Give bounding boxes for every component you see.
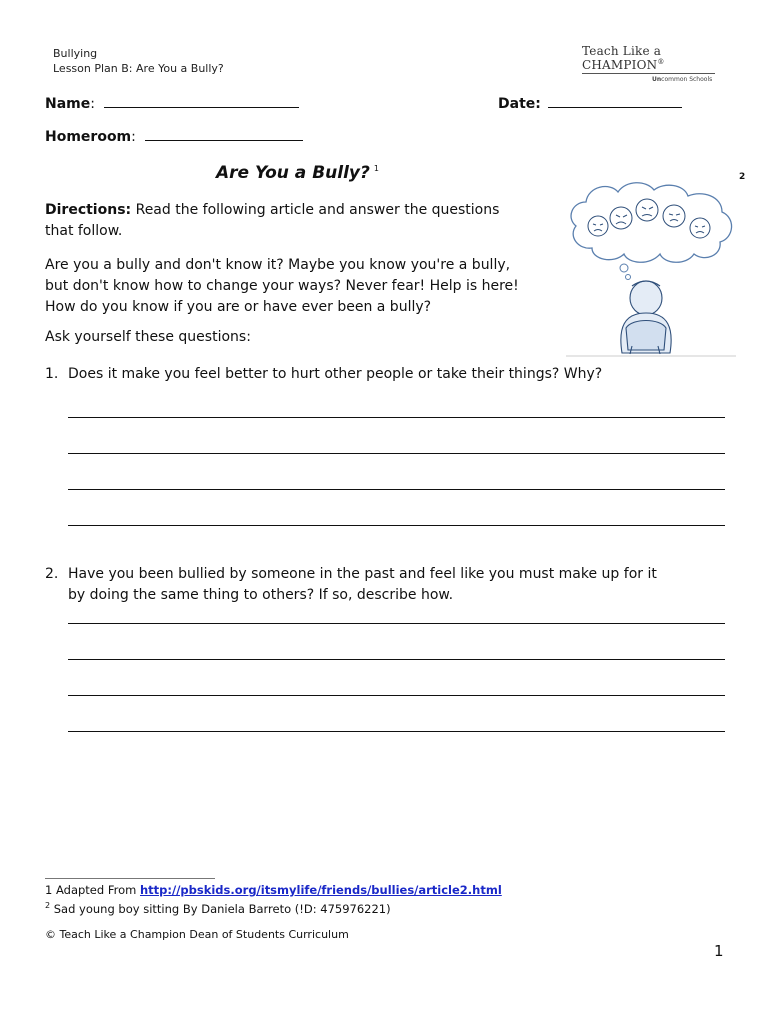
question-text-cont: by doing the same thing to others? If so, describe how. [68,587,454,603]
footnote-divider [45,878,215,879]
copyright: © Teach Like a Champion Dean of Students Curriculum [45,928,349,941]
page-title: Are You a Bully? $^1$ [216,163,379,183]
directions: Directions: Read the following article and answer the questions that follow. [45,202,500,239]
title-footnote-ref: 1 [373,164,379,174]
answer-line[interactable] [68,695,725,696]
question-number: 2. [45,566,59,582]
answer-line[interactable] [68,731,725,732]
header-subject: Bullying [53,47,98,60]
date-blank[interactable] [548,95,682,108]
logo-title: Teach Like a CHAMPION® [582,44,665,72]
question-text: Have you been bullied by someone in the past and feel like you must make up for it [68,566,657,582]
source-link[interactable]: http://pbskids.org/itsmylife/friends/bullies/article2.html [139,883,502,897]
answer-line[interactable] [68,525,725,526]
homeroom-field: Homeroom: [45,128,303,145]
sad-boy-illustration [566,178,738,358]
logo-org: Uncommon Schools [652,76,713,83]
question-2 [45,564,745,606]
answer-line[interactable] [68,659,725,660]
question-number: 1. [45,366,59,382]
name-blank[interactable] [104,95,299,108]
image-footnote-ref: 2 [739,172,746,182]
header-lesson: Lesson Plan B: Are You a Bully? [53,62,224,75]
homeroom-blank[interactable] [145,128,303,141]
answer-line[interactable] [68,453,725,454]
answer-line[interactable] [68,623,725,624]
answer-line[interactable] [68,417,725,418]
date-field: Date: [498,95,682,112]
footnote-2: $^2$ Sad young boy sitting By Daniela Barreto (!D: 475976221) [45,901,391,916]
question-1 [45,364,745,385]
question-text: Does it make you feel better to hurt other people or take their things? Why? [68,366,603,382]
name-field: Name: [45,95,299,112]
ask-text: Ask yourself these questions: [45,329,251,345]
intro-paragraph: Are you a bully and don't know it? Maybe you know you're a bully, but don't know how to change your ways? Never fear! Help is here! How do you know if you are or have ever been a bully? [45,257,519,315]
answer-line[interactable] [68,489,725,490]
logo [582,44,722,83]
page-number: 1 [714,942,724,960]
logo-divider [582,73,715,74]
footnote-1: 1 Adapted From http://pbskids.org/itsmylife/friends/bullies/article2.html [45,883,502,897]
